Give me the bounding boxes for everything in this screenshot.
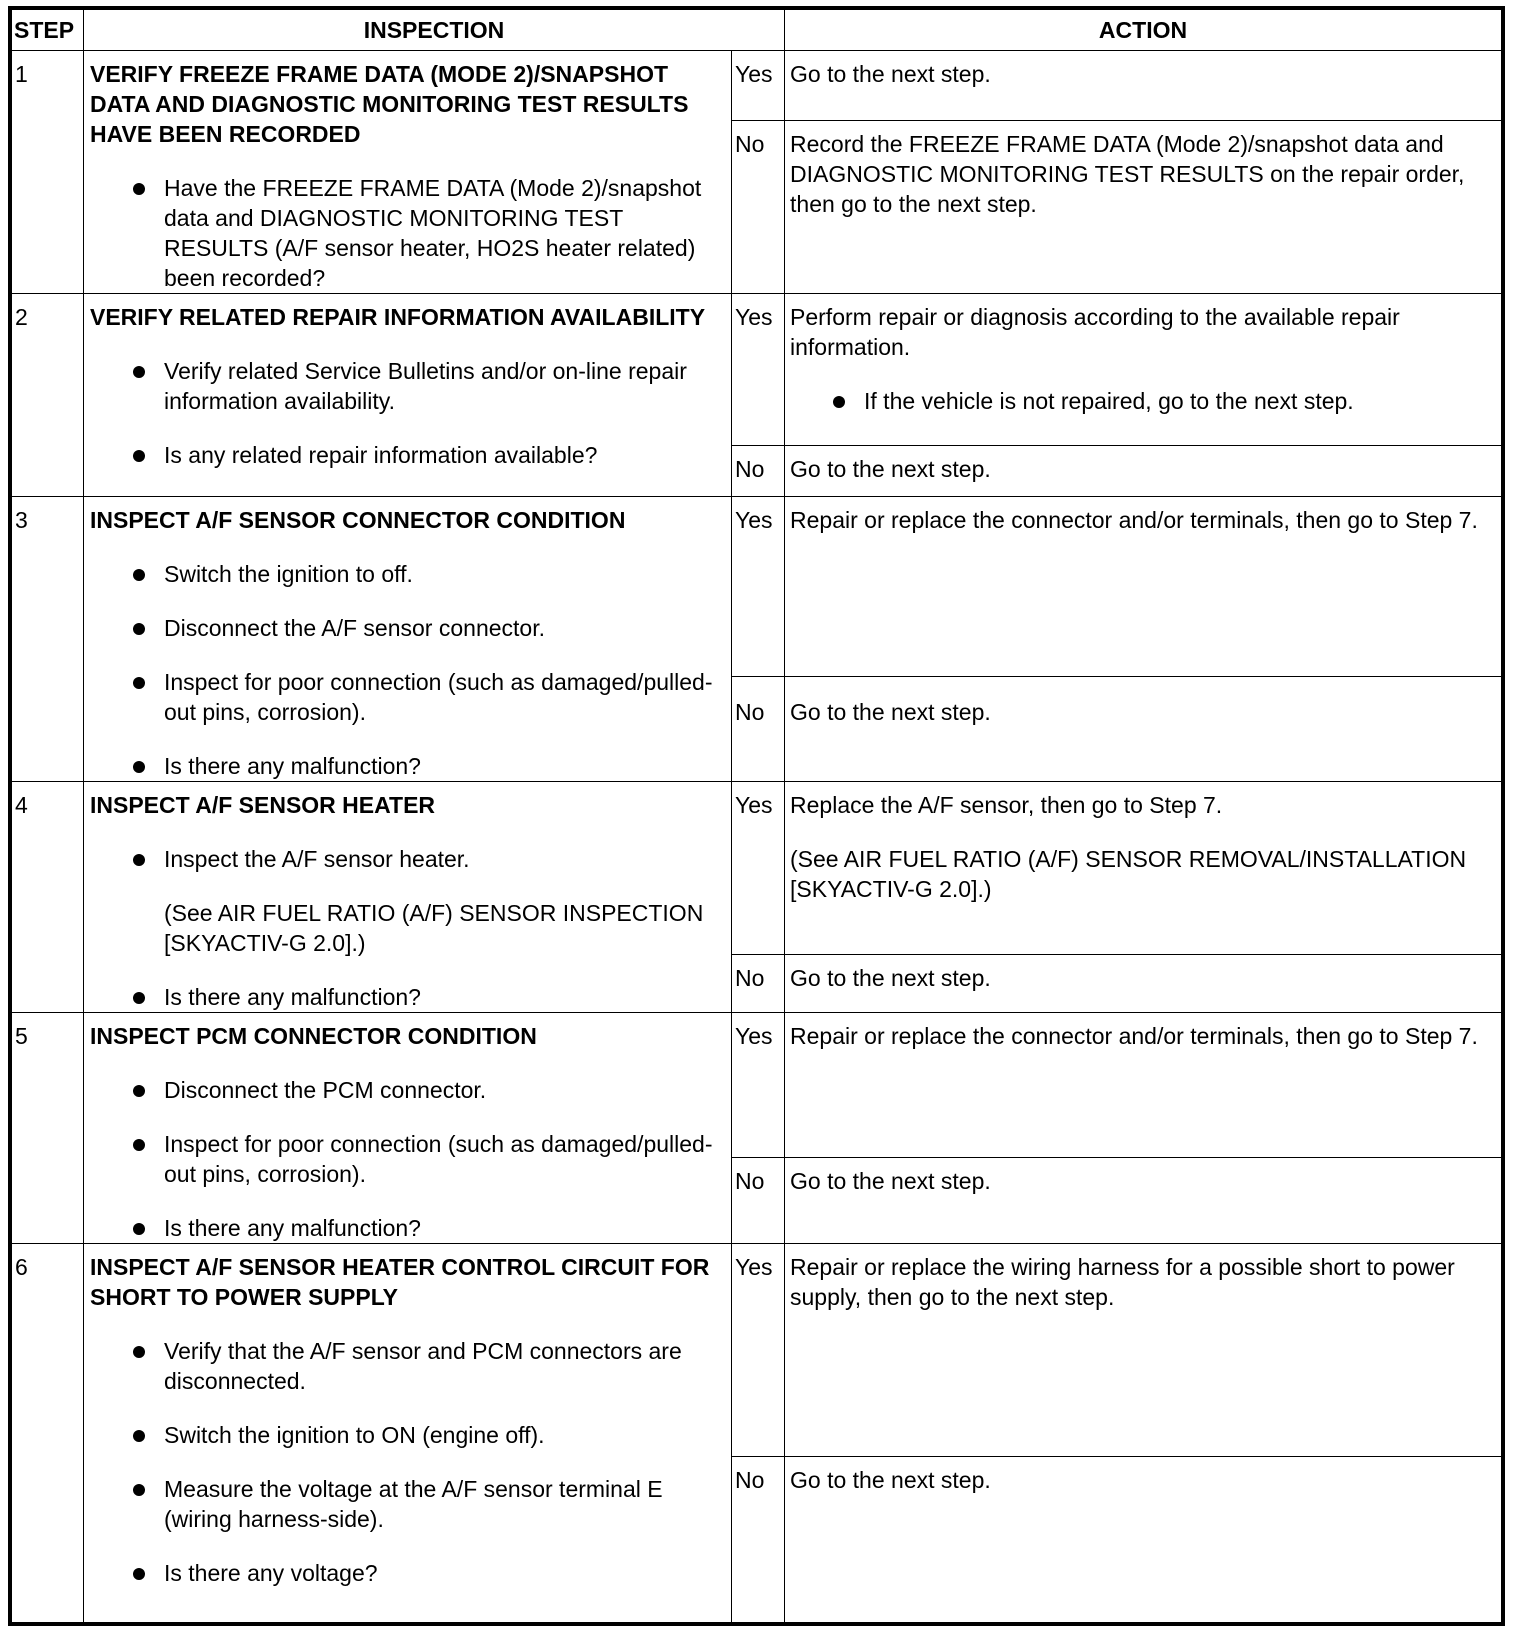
step-title: INSPECT A/F SENSOR HEATER CONTROL CIRCUIT FOR SHORT TO POWER SUPPLY bbox=[90, 1254, 710, 1310]
no-action: Go to the next step. bbox=[785, 1457, 1502, 1623]
yes-label: Yes bbox=[732, 497, 785, 677]
yes-action: Perform repair or diagnosis according to the available repair information. bbox=[790, 304, 1400, 360]
no-label: No bbox=[732, 121, 785, 294]
inspection-bullet: Measure the voltage at the A/F sensor terminal E (wiring harness-side). bbox=[90, 1474, 725, 1534]
inspection-bullet: Is there any malfunction? bbox=[90, 982, 725, 1012]
inspection-bullet: Disconnect the A/F sensor connector. bbox=[90, 613, 725, 643]
no-label: No bbox=[732, 1157, 785, 1243]
step-4-inspection bbox=[84, 782, 732, 1013]
step-title: INSPECT A/F SENSOR CONNECTOR CONDITION bbox=[90, 507, 626, 533]
yes-action: Repair or replace the wiring harness for a possible short to power supply, then go to the next step. bbox=[785, 1244, 1502, 1457]
inspection-bullet: Is there any malfunction? bbox=[90, 1213, 725, 1243]
action-column-header: ACTION bbox=[785, 10, 1502, 51]
inspection-bullet: Disconnect the PCM connector. bbox=[90, 1075, 725, 1105]
step-title: INSPECT A/F SENSOR HEATER bbox=[90, 792, 436, 818]
step-number: 1 bbox=[12, 51, 84, 294]
step-3-yes-row bbox=[12, 497, 1502, 677]
step-4-yes-row bbox=[12, 782, 1502, 955]
step-1-yes-row bbox=[12, 51, 1502, 121]
step-2-yes-row bbox=[12, 294, 1502, 446]
diagnostic-table bbox=[11, 9, 1502, 1623]
inspection-bullet: Verify related Service Bulletins and/or on-line repair information availability. bbox=[90, 356, 725, 416]
action-bullet: If the vehicle is not repaired, go to the next step. bbox=[790, 386, 1495, 416]
no-label: No bbox=[732, 446, 785, 497]
yes-action: Repair or replace the connector and/or terminals, then go to Step 7. bbox=[785, 1013, 1502, 1158]
inspection-bullet: Is there any voltage? bbox=[90, 1558, 725, 1588]
yes-label: Yes bbox=[732, 1244, 785, 1457]
yes-label: Yes bbox=[732, 51, 785, 121]
yes-action: Go to the next step. bbox=[785, 51, 1502, 121]
no-action: Go to the next step. bbox=[785, 1157, 1502, 1243]
reference-note: (See AIR FUEL RATIO (A/F) SENSOR INSPECTION [SKYACTIV-G 2.0].) bbox=[164, 900, 704, 956]
inspection-bullet: Switch the ignition to ON (engine off). bbox=[90, 1420, 725, 1450]
no-action: Record the FREEZE FRAME DATA (Mode 2)/snapshot data and DIAGNOSTIC MONITORING TEST RESULTS on the repair order, then go to the next step. bbox=[785, 121, 1502, 294]
no-action: Go to the next step. bbox=[785, 676, 1502, 781]
yes-action: Repair or replace the connector and/or terminals, then go to Step 7. bbox=[785, 497, 1502, 677]
step-6-inspection bbox=[84, 1244, 732, 1623]
step-title: VERIFY RELATED REPAIR INFORMATION AVAILABILITY bbox=[90, 304, 706, 330]
no-label: No bbox=[732, 955, 785, 1013]
inspection-bullet: Inspect for poor connection (such as damaged/pulled-out pins, corrosion). bbox=[90, 1129, 725, 1189]
step-number: 2 bbox=[12, 294, 84, 497]
yes-action: Replace the A/F sensor, then go to Step 7. bbox=[790, 792, 1223, 818]
no-label: No bbox=[732, 676, 785, 781]
step-column-header: STEP bbox=[12, 10, 84, 51]
yes-label: Yes bbox=[732, 782, 785, 955]
step-number: 4 bbox=[12, 782, 84, 1013]
yes-label: Yes bbox=[732, 1013, 785, 1158]
step-title: INSPECT PCM CONNECTOR CONDITION bbox=[90, 1023, 537, 1049]
reference-note: (See AIR FUEL RATIO (A/F) SENSOR REMOVAL/INSTALLATION [SKYACTIV-G 2.0].) bbox=[790, 846, 1467, 902]
step-number: 3 bbox=[12, 497, 84, 782]
yes-action-cell bbox=[785, 782, 1502, 955]
inspection-bullet: Verify that the A/F sensor and PCM connectors are disconnected. bbox=[90, 1336, 725, 1396]
diagnostic-procedure-sheet bbox=[8, 6, 1505, 1626]
no-action: Go to the next step. bbox=[785, 446, 1502, 497]
step-number: 6 bbox=[12, 1244, 84, 1623]
inspection-bullet: Inspect the A/F sensor heater. bbox=[90, 844, 725, 874]
inspection-column-header: INSPECTION bbox=[84, 10, 785, 51]
step-6-yes-row bbox=[12, 1244, 1502, 1457]
yes-action-cell bbox=[785, 294, 1502, 446]
step-5-inspection bbox=[84, 1013, 732, 1244]
step-5-yes-row bbox=[12, 1013, 1502, 1158]
inspection-bullet: Have the FREEZE FRAME DATA (Mode 2)/snapshot data and DIAGNOSTIC MONITORING TEST RESULTS (A/F sensor heater, HO2S heater related) been recorded? bbox=[90, 173, 725, 293]
yes-label: Yes bbox=[732, 294, 785, 446]
step-2-inspection bbox=[84, 294, 732, 497]
inspection-bullet: Is there any malfunction? bbox=[90, 751, 725, 781]
step-number: 5 bbox=[12, 1013, 84, 1244]
header-row bbox=[12, 10, 1502, 51]
step-1-inspection bbox=[84, 51, 732, 294]
step-title: VERIFY FREEZE FRAME DATA (MODE 2)/SNAPSHOT DATA AND DIAGNOSTIC MONITORING TEST RESULTS HAVE BEEN RECORDED bbox=[90, 61, 689, 147]
no-label: No bbox=[732, 1457, 785, 1623]
inspection-bullet: Switch the ignition to off. bbox=[90, 559, 725, 589]
inspection-bullet: Is any related repair information available? bbox=[90, 440, 725, 470]
step-3-inspection bbox=[84, 497, 732, 782]
inspection-bullet: Inspect for poor connection (such as damaged/pulled-out pins, corrosion). bbox=[90, 667, 725, 727]
no-action: Go to the next step. bbox=[785, 955, 1502, 1013]
